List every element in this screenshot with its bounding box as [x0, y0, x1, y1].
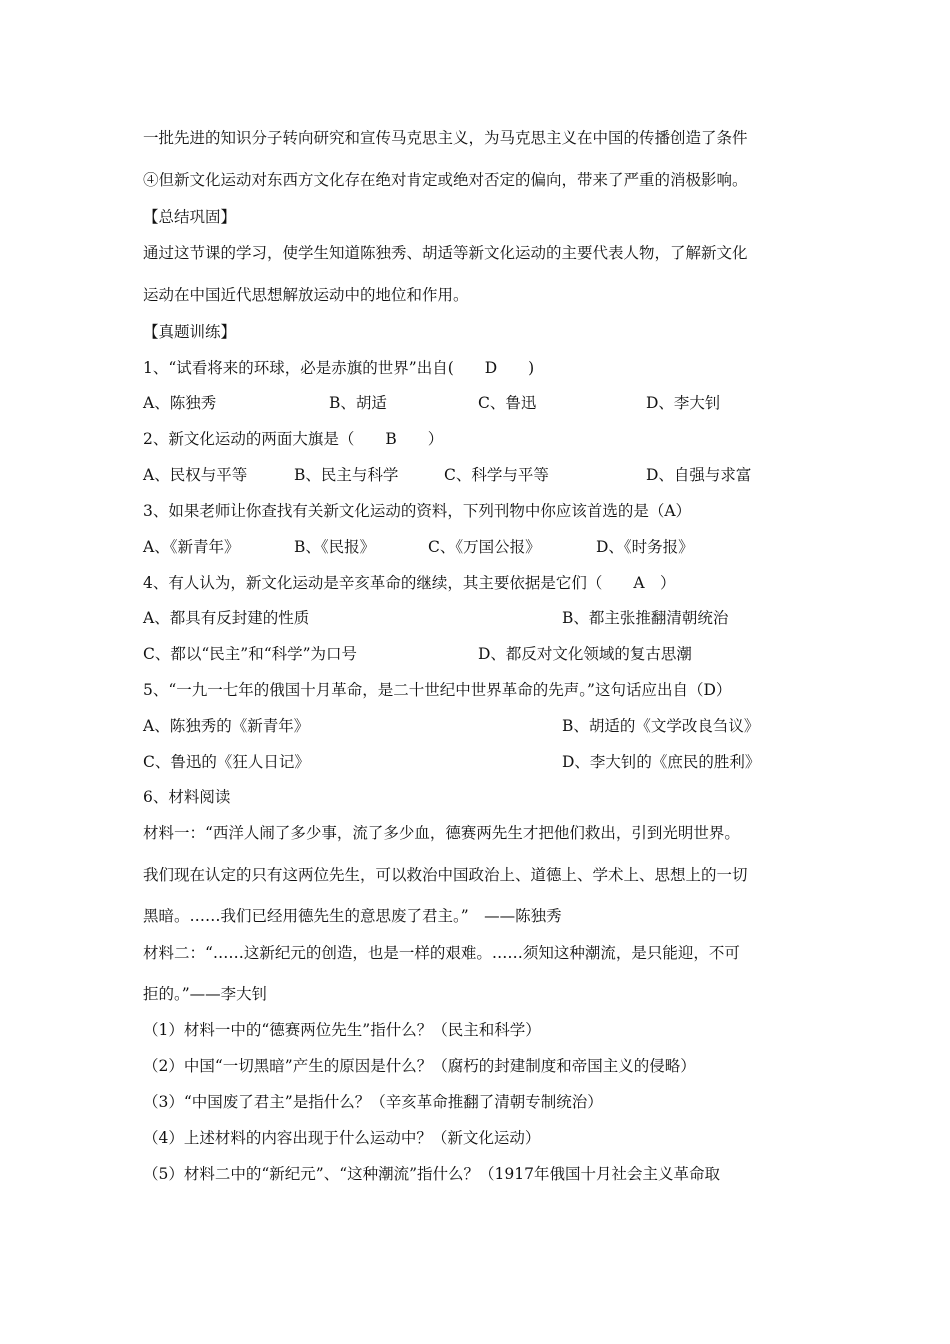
question-4-option-b: B、都主张推翻清朝统治: [562, 609, 729, 627]
sub-question-3: （3）“中国废了君主”是指什么？（辛亥革命推翻了清朝专制统治）: [143, 1093, 603, 1111]
question-5-options-row-2: [0, 750, 950, 774]
question-3-option-b: B、《民报》: [294, 538, 376, 556]
summary-heading: 【总结巩固】: [143, 208, 237, 226]
sub-question-2: （2）中国“一切黑暗”产生的原因是什么？（腐朽的封建制度和帝国主义的侵略）: [143, 1057, 696, 1075]
question-2-option-c: C、科学与平等: [444, 466, 549, 484]
question-1-stem: 1、“试看将来的环球，必是赤旗的世界”出自( D ): [143, 359, 535, 377]
material-2-line-1: 材料二：“……这新纪元的创造，也是一样的艰难。……须知这种潮流，是只能迎，不可: [143, 944, 740, 962]
question-2-stem: 2、新文化运动的两面大旗是（ B ）: [143, 430, 444, 448]
question-4-option-a: A、都具有反封建的性质: [143, 609, 310, 627]
sub-question-5: （5）材料二中的“新纪元”、“这种潮流”指什么？（1917年俄国十月社会主义革命取: [143, 1165, 721, 1183]
question-4-option-c: C、都以“民主”和“科学”为口号: [143, 645, 358, 663]
question-5-option-d: D、李大钊的《庶民的胜利》: [562, 753, 761, 771]
question-3-option-c: C、《万国公报》: [428, 538, 541, 556]
intro-line-1: 一批先进的知识分子转向研究和宣传马克思主义，为马克思主义在中国的传播创造了条件: [143, 129, 748, 147]
question-2-options: [0, 463, 950, 487]
practice-heading: 【真题训练】: [143, 323, 237, 341]
sub-question-4: （4）上述材料的内容出现于什么运动中？（新文化运动）: [143, 1129, 541, 1147]
question-5-option-c: C、鲁迅的《狂人日记》: [143, 753, 310, 771]
question-3-option-d: D、《时务报》: [596, 538, 694, 556]
intro-line-2: ④但新文化运动对东西方文化存在绝对肯定或绝对否定的偏向，带来了严重的消极影响。: [143, 171, 748, 189]
sub-question-1: （1）材料一中的“德赛两位先生”指什么？（民主和科学）: [143, 1021, 541, 1039]
question-5-option-b: B、胡适的《文学改良刍议》: [562, 717, 760, 735]
question-4-options-row-1: [0, 606, 950, 630]
question-5-option-a: A、陈独秀的《新青年》: [143, 717, 310, 735]
question-4-stem: 4、有人认为，新文化运动是辛亥革命的继续，其主要依据是它们（ A ）: [143, 574, 676, 592]
summary-text-line-2: 运动在中国近代思想解放运动中的地位和作用。: [143, 286, 469, 304]
material-1-line-1: 材料一：“西洋人闹了多少事，流了多少血，德赛两先生才把他们救出，引到光明世界。: [143, 824, 740, 842]
question-2-option-d: D、自强与求富: [646, 466, 752, 484]
material-1-line-2: 我们现在认定的只有这两位先生，可以救治中国政治上、道德上、学术上、思想上的一切: [143, 866, 748, 884]
question-4-options-row-2: [0, 642, 950, 666]
question-1-option-d: D、李大钊: [646, 394, 721, 412]
question-2-option-a: A、民权与平等: [143, 466, 248, 484]
question-1-option-c: C、鲁迅: [478, 394, 537, 412]
question-1-option-a: A、陈独秀: [143, 394, 217, 412]
question-3-stem: 3、如果老师让你查找有关新文化运动的资料，下列刊物中你应该首选的是（A）: [143, 502, 692, 520]
summary-text-line-1: 通过这节课的学习，使学生知道陈独秀、胡适等新文化运动的主要代表人物，了解新文化: [143, 244, 748, 262]
material-1-line-3: 黑暗。……我们已经用德先生的意思废了君主。” ——陈独秀: [143, 907, 562, 925]
question-1-option-b: B、胡适: [329, 394, 387, 412]
question-1-options: [0, 391, 950, 415]
question-3-options: [0, 535, 950, 559]
question-2-option-b: B、民主与科学: [294, 466, 399, 484]
question-5-stem: 5、“一九一七年的俄国十月革命，是二十世纪中世界革命的先声。”这句话应出自（D）: [143, 681, 732, 699]
question-5-options-row-1: [0, 714, 950, 738]
question-3-option-a: A、《新青年》: [143, 538, 240, 556]
question-6-title: 6、材料阅读: [143, 788, 231, 806]
question-4-option-d: D、都反对文化领域的复古思潮: [478, 645, 692, 663]
material-2-line-2: 拒的。”——李大钊: [143, 985, 268, 1003]
